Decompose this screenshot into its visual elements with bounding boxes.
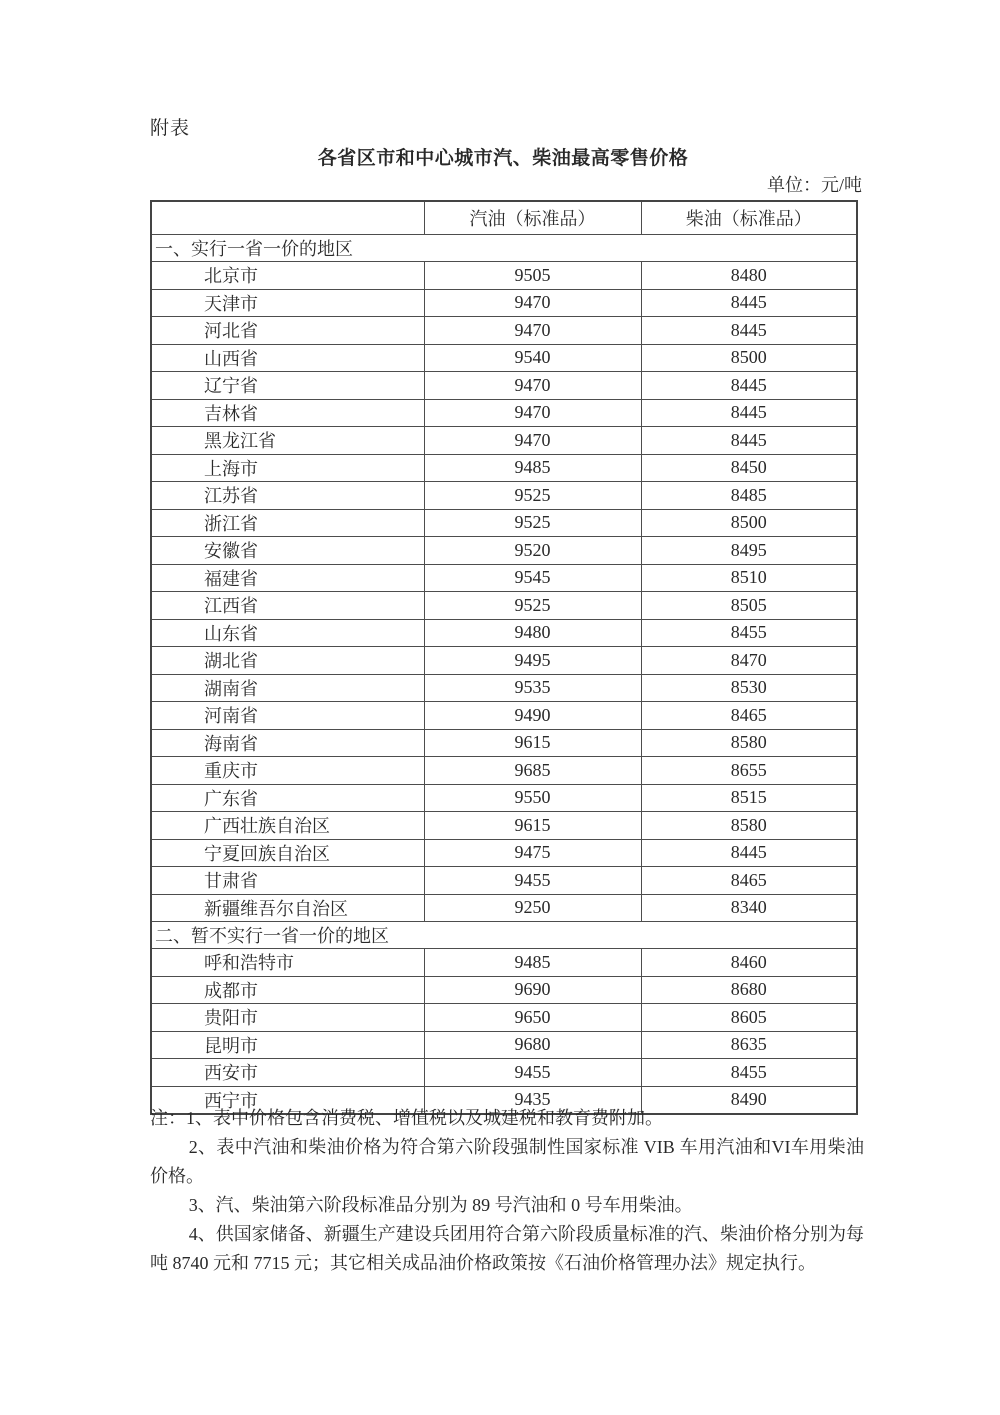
region-cell: 江苏省 <box>151 482 424 510</box>
region-cell: 山东省 <box>151 619 424 647</box>
diesel-price-cell: 8580 <box>641 812 857 840</box>
diesel-price-cell: 8605 <box>641 1004 857 1032</box>
diesel-price-cell: 8445 <box>641 399 857 427</box>
gasoline-price-cell: 9525 <box>424 482 641 510</box>
diesel-price-cell: 8485 <box>641 482 857 510</box>
gasoline-price-cell: 9615 <box>424 812 641 840</box>
gasoline-price-cell: 9435 <box>424 1086 641 1114</box>
region-cell: 西安市 <box>151 1059 424 1087</box>
gasoline-price-cell: 9470 <box>424 317 641 345</box>
price-table <box>150 200 858 1115</box>
note-item: 注：1、表中价格包含消费税、增值税以及城建税和教育费附加。 <box>150 1108 663 1128</box>
gasoline-price-cell: 9540 <box>424 344 641 372</box>
gasoline-price-cell: 9520 <box>424 537 641 565</box>
diesel-price-cell: 8445 <box>641 289 857 317</box>
diesel-price-cell: 8465 <box>641 867 857 895</box>
diesel-price-cell: 8460 <box>641 949 857 977</box>
table-row <box>151 784 857 812</box>
note-item: 3、汽、柴油第六阶段标准品分别为 89 号汽油和 0 号车用柴油。 <box>188 1195 693 1215</box>
region-cell: 江西省 <box>151 592 424 620</box>
diesel-price-cell: 8655 <box>641 757 857 785</box>
gasoline-price-cell: 9490 <box>424 702 641 730</box>
table-row <box>151 949 857 977</box>
region-cell: 呼和浩特市 <box>151 949 424 977</box>
table-row <box>151 344 857 372</box>
diesel-price-cell: 8445 <box>641 427 857 455</box>
table-row <box>151 1004 857 1032</box>
table-row <box>151 509 857 537</box>
diesel-price-cell: 8465 <box>641 702 857 730</box>
gasoline-price-cell: 9525 <box>424 509 641 537</box>
section-header-label: 一、实行一省一价的地区 <box>151 235 857 262</box>
table-row <box>151 812 857 840</box>
region-cell: 北京市 <box>151 262 424 290</box>
diesel-price-cell: 8340 <box>641 894 857 922</box>
table-row <box>151 702 857 730</box>
unit-label: 单位：元/吨 <box>766 175 862 195</box>
gasoline-price-cell: 9470 <box>424 289 641 317</box>
gasoline-price-cell: 9650 <box>424 1004 641 1032</box>
table-row <box>151 564 857 592</box>
region-cell: 黑龙江省 <box>151 427 424 455</box>
gasoline-price-cell: 9535 <box>424 674 641 702</box>
region-cell: 广西壮族自治区 <box>151 812 424 840</box>
diesel-price-cell: 8445 <box>641 839 857 867</box>
section-header-label: 二、暂不实行一省一价的地区 <box>151 922 857 949</box>
region-cell: 吉林省 <box>151 399 424 427</box>
gasoline-price-cell: 9470 <box>424 399 641 427</box>
region-cell: 重庆市 <box>151 757 424 785</box>
annex-label: 附表 <box>150 118 191 139</box>
gasoline-price-cell: 9485 <box>424 949 641 977</box>
region-cell: 新疆维吾尔自治区 <box>151 894 424 922</box>
header-region-cell <box>151 201 424 235</box>
gasoline-price-cell: 9480 <box>424 619 641 647</box>
table-row <box>151 729 857 757</box>
diesel-price-cell: 8445 <box>641 372 857 400</box>
table-row <box>151 757 857 785</box>
table-row <box>151 1059 857 1087</box>
gasoline-price-cell: 9685 <box>424 757 641 785</box>
region-cell: 广东省 <box>151 784 424 812</box>
table-row <box>151 894 857 922</box>
notes-block <box>150 1104 864 1278</box>
region-cell: 甘肃省 <box>151 867 424 895</box>
region-cell: 福建省 <box>151 564 424 592</box>
gasoline-price-cell: 9470 <box>424 427 641 455</box>
table-row <box>151 674 857 702</box>
table-row <box>151 867 857 895</box>
diesel-price-cell: 8500 <box>641 344 857 372</box>
gasoline-price-cell: 9525 <box>424 592 641 620</box>
gasoline-price-cell: 9455 <box>424 1059 641 1087</box>
diesel-price-cell: 8445 <box>641 317 857 345</box>
table-row <box>151 592 857 620</box>
gasoline-price-cell: 9545 <box>424 564 641 592</box>
gasoline-price-cell: 9455 <box>424 867 641 895</box>
table-row <box>151 537 857 565</box>
diesel-price-cell: 8500 <box>641 509 857 537</box>
table-row <box>151 647 857 675</box>
gasoline-price-cell: 9485 <box>424 454 641 482</box>
diesel-price-cell: 8455 <box>641 619 857 647</box>
region-cell: 成都市 <box>151 976 424 1004</box>
diesel-price-cell: 8495 <box>641 537 857 565</box>
table-row <box>151 372 857 400</box>
gasoline-price-cell: 9475 <box>424 839 641 867</box>
table-row <box>151 482 857 510</box>
table-row <box>151 317 857 345</box>
price-table-body <box>151 235 857 1115</box>
region-cell: 宁夏回族自治区 <box>151 839 424 867</box>
region-cell: 湖北省 <box>151 647 424 675</box>
note-item: 4、供国家储备、新疆生产建设兵团用符合第六阶段质量标准的汽、柴油价格分别为每吨 8740 元和 7715 元；其它相关成品油价格政策按《石油价格管理办法》规定执行。 <box>150 1224 864 1273</box>
diesel-price-cell: 8480 <box>641 262 857 290</box>
diesel-price-cell: 8505 <box>641 592 857 620</box>
diesel-price-cell: 8515 <box>641 784 857 812</box>
region-cell: 安徽省 <box>151 537 424 565</box>
table-row <box>151 1031 857 1059</box>
note-item: 2、表中汽油和柴油价格为符合第六阶段强制性国家标准 VIB 车用汽油和VI车用柴油价格。 <box>150 1137 864 1186</box>
table-row <box>151 619 857 647</box>
table-row <box>151 976 857 1004</box>
table-row <box>151 289 857 317</box>
gasoline-price-cell: 9680 <box>424 1031 641 1059</box>
header-diesel-cell: 柴油（标准品） <box>641 201 857 235</box>
diesel-price-cell: 8470 <box>641 647 857 675</box>
diesel-price-cell: 8680 <box>641 976 857 1004</box>
gasoline-price-cell: 9550 <box>424 784 641 812</box>
header-gasoline-cell: 汽油（标准品） <box>424 201 641 235</box>
table-row <box>151 427 857 455</box>
region-cell: 河北省 <box>151 317 424 345</box>
gasoline-price-cell: 9495 <box>424 647 641 675</box>
region-cell: 辽宁省 <box>151 372 424 400</box>
document-title: 各省区市和中心城市汽、柴油最高零售价格 <box>317 148 689 169</box>
region-cell: 湖南省 <box>151 674 424 702</box>
table-row <box>151 262 857 290</box>
table-header-row <box>151 201 857 235</box>
region-cell: 山西省 <box>151 344 424 372</box>
gasoline-price-cell: 9505 <box>424 262 641 290</box>
section-header-row <box>151 235 857 262</box>
section-header-row <box>151 922 857 949</box>
diesel-price-cell: 8530 <box>641 674 857 702</box>
region-cell: 天津市 <box>151 289 424 317</box>
gasoline-price-cell: 9690 <box>424 976 641 1004</box>
region-cell: 河南省 <box>151 702 424 730</box>
gasoline-price-cell: 9615 <box>424 729 641 757</box>
diesel-price-cell: 8455 <box>641 1059 857 1087</box>
diesel-price-cell: 8510 <box>641 564 857 592</box>
diesel-price-cell: 8450 <box>641 454 857 482</box>
region-cell: 昆明市 <box>151 1031 424 1059</box>
diesel-price-cell: 8635 <box>641 1031 857 1059</box>
diesel-price-cell: 8580 <box>641 729 857 757</box>
table-row <box>151 399 857 427</box>
gasoline-price-cell: 9250 <box>424 894 641 922</box>
table-row <box>151 839 857 867</box>
table-row <box>151 454 857 482</box>
region-cell: 上海市 <box>151 454 424 482</box>
gasoline-price-cell: 9470 <box>424 372 641 400</box>
diesel-price-cell: 8490 <box>641 1086 857 1114</box>
region-cell: 贵阳市 <box>151 1004 424 1032</box>
region-cell: 西宁市 <box>151 1086 424 1114</box>
region-cell: 浙江省 <box>151 509 424 537</box>
region-cell: 海南省 <box>151 729 424 757</box>
